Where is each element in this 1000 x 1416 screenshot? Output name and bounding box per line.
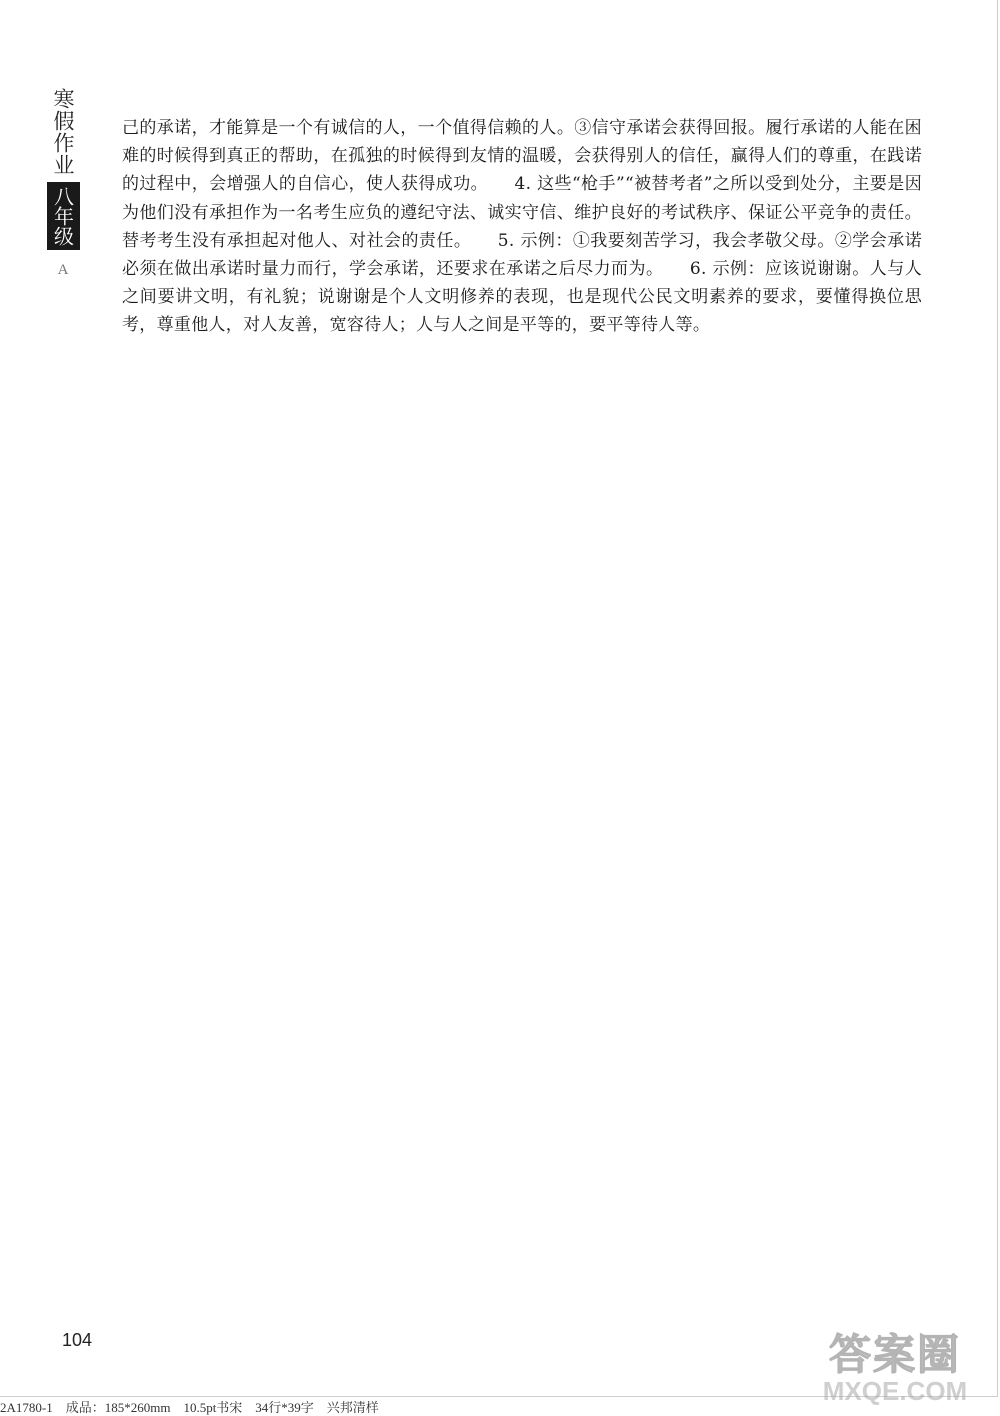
print-info: 2A1780-1 成品：185*260mm 10.5pt书宋 34行*39字 兴邦清样 xyxy=(0,1400,379,1415)
side-title xyxy=(48,88,78,279)
page-number: 104 xyxy=(62,1330,93,1350)
watermark-logo: 答案圈 xyxy=(828,1330,961,1379)
grade-label: 八年级 xyxy=(47,182,80,250)
watermark-url: MXQE.COM xyxy=(822,1376,968,1406)
answer-paragraph: 己的承诺，才能算是一个有诚信的人，一个值得信赖的人。③信守承诺会获得回报。履行承诺的人能在困难的时候得到真正的帮助，在孤独的时候得到友情的温暖，会获得别人的信任，赢得人们的尊重，在践诺的过程中，会增强人的自信心，使人获得成功。 4. 这些“枪手”“被替考者”之所以受到处分，主要是因为他们没有承担作为一名考生应负的遵纪守法、诚实守信、维护良好的考试秩序、保证公平竞争的责任。替考考生没有承担起对他人、对社会的责任。 5. 示例：①我要刻苦学习，我会孝敬父母。②学会承诺必须在做出承诺时量力而行，学会承诺，还要求在承诺之后尽力而为。 6. 示例：应该说谢谢。人与人之间要讲文明，有礼貌；说谢谢是个人文明修养的表现，也是现代公民文明素养的要求，要懂得换位思考，尊重他人，对人友善，宽容待人；人与人之间是平等的，要平等待人等。 xyxy=(122,118,922,336)
book-title: 寒假作业 xyxy=(51,88,75,176)
watermark xyxy=(804,1322,986,1407)
volume-label: A xyxy=(57,262,69,278)
